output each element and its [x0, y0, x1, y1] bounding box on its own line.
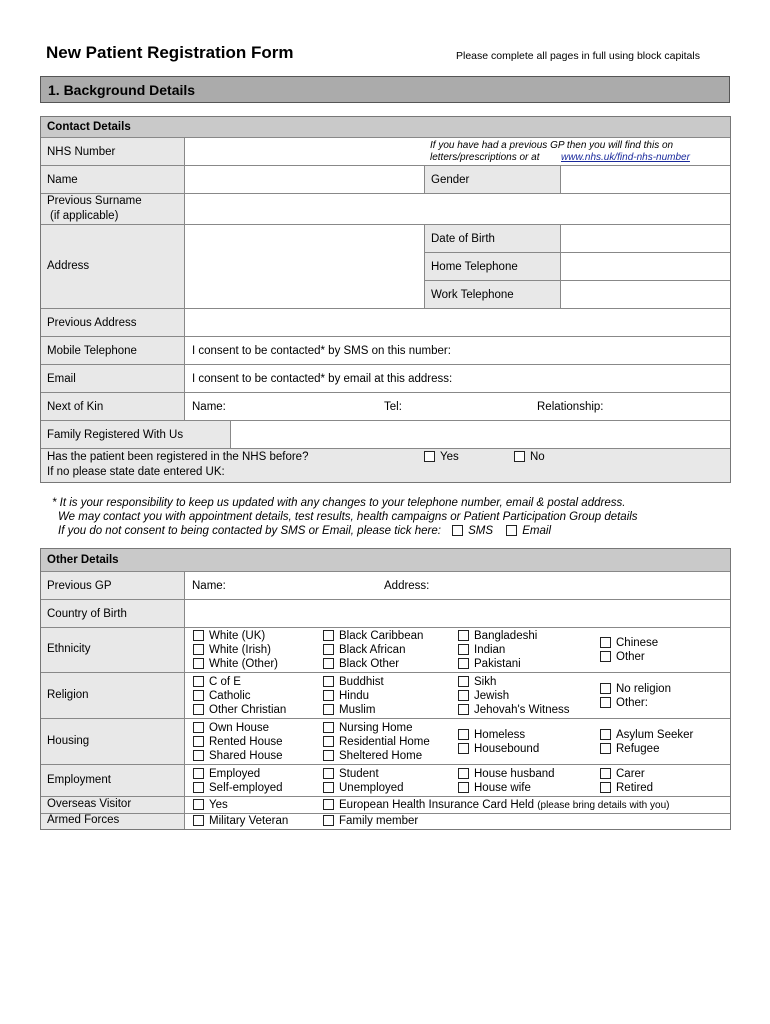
gender-field[interactable]	[561, 166, 730, 194]
religion-option[interactable]: Hindu	[323, 689, 369, 703]
nhs-before-question: Has the patient been registered in the NHS before?	[47, 451, 309, 463]
ethnicity-option[interactable]: Black African	[323, 643, 405, 657]
yes-checkbox[interactable]	[424, 451, 435, 462]
religion-option[interactable]: Catholic	[193, 689, 251, 703]
nhs-before-no[interactable]: No	[514, 451, 545, 463]
sms-optout[interactable]: SMS	[452, 525, 493, 537]
other-details-table	[40, 548, 731, 830]
religion-option[interactable]: No religion	[600, 682, 671, 696]
home-telephone-label: Home Telephone	[425, 253, 561, 281]
next-of-kin-label: Next of Kin	[41, 393, 185, 421]
address-label: Address	[41, 225, 185, 309]
housing-option[interactable]: Sheltered Home	[323, 749, 422, 763]
consent-notice: If you do not consent to being contacted by SMS or Email, please tick here: SMS Email	[58, 525, 552, 537]
previous-surname-field[interactable]	[185, 194, 730, 225]
family-member-option[interactable]: Family member	[323, 814, 418, 828]
employment-option[interactable]: House husband	[458, 767, 555, 781]
kin-name-label: Name:	[192, 401, 226, 413]
ethnicity-label: Ethnicity	[41, 628, 185, 673]
employment-option[interactable]: House wife	[458, 781, 531, 795]
nhs-history-row	[41, 449, 730, 482]
no-checkbox[interactable]	[514, 451, 525, 462]
housing-option[interactable]: Housebound	[458, 742, 539, 756]
gender-label: Gender	[425, 166, 561, 194]
religion-option[interactable]: Buddhist	[323, 675, 384, 689]
gp-name-label: Name:	[192, 580, 226, 592]
previous-address-label: Previous Address	[41, 309, 185, 337]
name-field[interactable]	[185, 166, 425, 194]
housing-option[interactable]: Rented House	[193, 735, 283, 749]
section-heading-background	[40, 76, 730, 103]
employment-option[interactable]: Student	[323, 767, 379, 781]
religion-option[interactable]: Sikh	[458, 675, 496, 689]
housing-option[interactable]: Nursing Home	[323, 721, 413, 735]
armed-forces-options	[185, 814, 730, 829]
uk-entry-date-question: If no please state date entered UK:	[47, 466, 225, 478]
ethnicity-option[interactable]: Indian	[458, 643, 505, 657]
email-optout[interactable]: Email	[506, 525, 551, 537]
ethnicity-option[interactable]: Black Other	[323, 657, 399, 671]
ethnicity-options	[185, 628, 730, 673]
work-telephone-field[interactable]	[561, 281, 730, 309]
housing-option[interactable]: Shared House	[193, 749, 283, 763]
religion-option[interactable]: Other:	[600, 696, 648, 710]
email-consent-text: I consent to be contacted* by email at this address:	[192, 373, 453, 385]
housing-option[interactable]: Homeless	[458, 728, 525, 742]
previous-address-field[interactable]	[185, 309, 730, 337]
ethnicity-option[interactable]: Pakistani	[458, 657, 521, 671]
housing-label: Housing	[41, 719, 185, 765]
employment-label: Employment	[41, 765, 185, 797]
mobile-telephone-field[interactable]	[185, 337, 730, 365]
ethnicity-option[interactable]: White (UK)	[193, 629, 265, 643]
previous-gp-label: Previous GP	[41, 572, 185, 600]
religion-option[interactable]: Muslim	[323, 703, 375, 717]
overseas-yes-option[interactable]: Yes	[193, 798, 228, 812]
nhs-number-field[interactable]	[185, 138, 730, 166]
form-instruction: Please complete all pages in full using block capitals	[456, 50, 700, 62]
ethnicity-option[interactable]: Other	[600, 650, 645, 664]
armed-forces-label: Armed Forces	[41, 814, 185, 829]
country-of-birth-field[interactable]	[185, 600, 730, 628]
employment-option[interactable]: Retired	[600, 781, 653, 795]
work-telephone-label: Work Telephone	[425, 281, 561, 309]
contact-details-table	[40, 116, 731, 483]
ethnicity-option[interactable]: Chinese	[600, 636, 658, 650]
overseas-visitor-label: Overseas Visitor	[41, 797, 185, 814]
mobile-telephone-label: Mobile Telephone	[41, 337, 185, 365]
address-field[interactable]	[185, 225, 425, 309]
employment-option[interactable]: Employed	[193, 767, 260, 781]
country-of-birth-label: Country of Birth	[41, 600, 185, 628]
name-label: Name	[41, 166, 185, 194]
employment-option[interactable]: Unemployed	[323, 781, 404, 795]
housing-option[interactable]: Refugee	[600, 742, 659, 756]
housing-options	[185, 719, 730, 765]
religion-option[interactable]: Other Christian	[193, 703, 286, 717]
previous-surname-label: Previous Surname (if applicable)	[41, 194, 185, 225]
ethnicity-option[interactable]: White (Irish)	[193, 643, 271, 657]
nhs-note: If you have had a previous GP then you will find this on	[430, 140, 674, 151]
employment-option[interactable]: Self-employed	[193, 781, 283, 795]
religion-option[interactable]: Jehovah's Witness	[458, 703, 570, 717]
nhs-note-2: letters/prescriptions or at	[430, 152, 540, 163]
housing-option[interactable]: Residential Home	[323, 735, 430, 749]
religion-option[interactable]: Jewish	[458, 689, 509, 703]
housing-option[interactable]: Asylum Seeker	[600, 728, 693, 742]
family-registered-field[interactable]	[231, 421, 730, 449]
email-label: Email	[41, 365, 185, 393]
religion-options	[185, 673, 730, 719]
sms-consent-text: I consent to be contacted* by SMS on this number:	[192, 345, 451, 357]
gp-address-label: Address:	[384, 580, 430, 592]
previous-gp-field[interactable]	[185, 572, 730, 600]
housing-option[interactable]: Own House	[193, 721, 269, 735]
ethnicity-option[interactable]: Bangladeshi	[458, 629, 537, 643]
page-title: New Patient Registration Form	[46, 43, 294, 62]
nhs-link[interactable]: www.nhs.uk/find-nhs-number	[561, 152, 690, 163]
email-field[interactable]	[185, 365, 730, 393]
section-title: 1. Background Details	[48, 82, 196, 98]
military-veteran-option[interactable]: Military Veteran	[193, 814, 288, 828]
sms-optout-checkbox[interactable]	[452, 525, 463, 536]
kin-relationship-label: Relationship:	[537, 401, 604, 413]
religion-option[interactable]: C of E	[193, 675, 241, 689]
employment-options	[185, 765, 730, 797]
family-registered-label: Family Registered With Us	[41, 421, 231, 449]
ethnicity-option[interactable]: Black Caribbean	[323, 629, 423, 643]
employment-option[interactable]: Carer	[600, 767, 645, 781]
contact-notice: We may contact you with appointment details, test results, health campaigns or Patient Participation Group details	[58, 511, 638, 523]
ethnicity-option[interactable]: White (Other)	[193, 657, 278, 671]
ehic-option[interactable]: European Health Insurance Card Held (please bring details with you)	[323, 798, 669, 813]
other-details-heading: Other Details	[41, 549, 730, 572]
nhs-before-yes[interactable]: Yes	[424, 451, 459, 463]
next-of-kin-field[interactable]	[185, 393, 730, 421]
nhs-number-label: NHS Number	[41, 138, 185, 166]
home-telephone-field[interactable]	[561, 253, 730, 281]
overseas-visitor-options	[185, 797, 730, 814]
dob-field[interactable]	[561, 225, 730, 253]
contact-details-heading: Contact Details	[41, 117, 730, 138]
email-optout-checkbox[interactable]	[506, 525, 517, 536]
religion-label: Religion	[41, 673, 185, 719]
kin-tel-label: Tel:	[384, 401, 402, 413]
responsibility-notice: * It is your responsibility to keep us updated with any changes to your telephone number, email & postal address.	[52, 497, 626, 509]
dob-label: Date of Birth	[425, 225, 561, 253]
